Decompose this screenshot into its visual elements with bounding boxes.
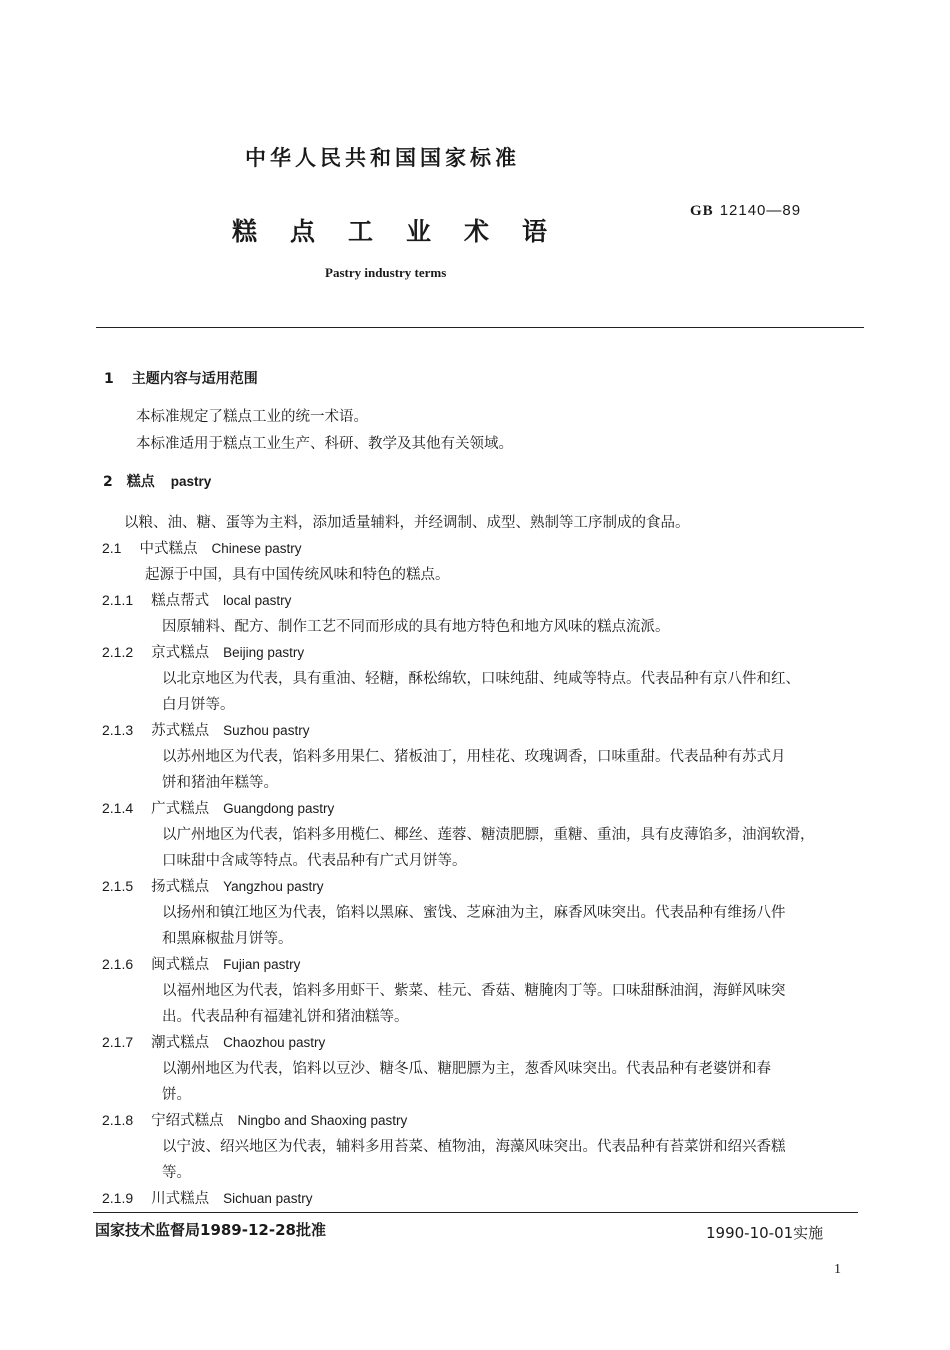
definition-continued: 白月饼等。 xyxy=(162,697,235,713)
term-english: Ningbo and Shaoxing pastry xyxy=(237,1113,408,1128)
term-number: 2.1.1 xyxy=(102,592,134,608)
term-number: 2.1 xyxy=(102,540,122,556)
term-entry-2-1-6 xyxy=(102,953,300,974)
paragraph: 本标准适用于糕点工业生产、科研、教学及其他有关领域。 xyxy=(136,436,513,452)
term-name: 京式糕点 xyxy=(151,645,210,661)
term-name: 糕点帮式 xyxy=(151,593,210,609)
definition: 以北京地区为代表，具有重油、轻糖，酥松绵软，口味纯甜、纯咸等特点。代表品种有京八件和红、 xyxy=(162,671,800,687)
term-number: 2.1.4 xyxy=(102,800,134,816)
page-number: 1 xyxy=(834,1262,841,1277)
term-name: 川式糕点 xyxy=(151,1191,210,1207)
standard-code-number: 12140—89 xyxy=(719,202,802,219)
term-number: 2.1.3 xyxy=(102,722,134,738)
section-1-heading xyxy=(104,368,258,388)
section-number: 1 xyxy=(104,371,114,387)
definition: 以扬州和镇江地区为代表，馅料以黑麻、蜜饯、芝麻油为主，麻香风味突出。代表品种有维扬八件 xyxy=(162,905,786,921)
approval-line: 国家技术监督局1989-12-28批准 xyxy=(95,1221,326,1239)
section-title-english: pastry xyxy=(170,474,212,489)
term-entry-2-1 xyxy=(102,537,302,558)
document-title-english: Pastry industry terms xyxy=(325,265,447,280)
term-number: 2.1.7 xyxy=(102,1034,134,1050)
term-entry-2-1-2 xyxy=(102,641,304,662)
header-divider xyxy=(96,327,864,328)
definition-continued: 等。 xyxy=(162,1165,191,1181)
definition: 以广州地区为代表，馅料多用榄仁、椰丝、莲蓉、糖渍肥膘，重糖、重油，具有皮薄馅多，油润软滑， xyxy=(162,827,815,843)
definition: 以福州地区为代表，馅料多用虾干、紫菜、桂元、香菇、糖腌肉丁等。口味甜酥油润，海鲜风味突 xyxy=(162,983,786,999)
definition: 以苏州地区为代表，馅料多用果仁、猪板油丁，用桂花、玫瑰调香，口味重甜。代表品种有苏式月 xyxy=(162,749,786,765)
term-number: 2.1.5 xyxy=(102,878,134,894)
term-name: 广式糕点 xyxy=(151,801,210,817)
term-entry-2-1-3 xyxy=(102,719,309,740)
term-name: 潮式糕点 xyxy=(151,1035,210,1051)
section-title: 糕点 xyxy=(126,474,155,490)
term-entry-2-1-8 xyxy=(102,1109,407,1130)
definition-continued: 饼。 xyxy=(162,1087,191,1103)
term-name: 宁绍式糕点 xyxy=(151,1113,224,1129)
term-name: 苏式糕点 xyxy=(151,723,210,739)
definition-continued: 和黑麻椒盐月饼等。 xyxy=(162,931,293,947)
term-english: Chaozhou pastry xyxy=(223,1035,326,1050)
definition: 起源于中国，具有中国传统风味和特色的糕点。 xyxy=(145,567,450,583)
definition: 以宁波、绍兴地区为代表，辅料多用苔菜、植物油，海藻风味突出。代表品种有苔菜饼和绍兴香糕 xyxy=(162,1139,786,1155)
standard-type-heading: 中华人民共和国国家标准 xyxy=(245,146,520,170)
term-english: Fujian pastry xyxy=(223,957,301,972)
standard-code xyxy=(690,202,801,220)
term-english: Chinese pastry xyxy=(211,541,302,556)
term-english: Suzhou pastry xyxy=(223,723,310,738)
term-name: 闽式糕点 xyxy=(151,957,210,973)
definition: 以潮州地区为代表，馅料以豆沙、糖冬瓜、糖肥膘为主，葱香风味突出。代表品种有老婆饼和春 xyxy=(162,1061,771,1077)
term-entry-2-1-5 xyxy=(102,875,323,896)
term-english: Sichuan pastry xyxy=(223,1191,313,1206)
term-entry-2-1-1 xyxy=(102,589,291,610)
definition: 以粮、油、糖、蛋等为主料，添加适量辅料，并经调制、成型、熟制等工序制成的食品。 xyxy=(124,515,690,531)
term-name: 扬式糕点 xyxy=(151,879,210,895)
term-entry-2-1-7 xyxy=(102,1031,325,1052)
term-english: Yangzhou pastry xyxy=(223,879,324,894)
term-english: Beijing pastry xyxy=(223,645,305,660)
standard-code-prefix: GB xyxy=(690,203,714,219)
term-english: Guangdong pastry xyxy=(223,801,335,816)
definition-continued: 饼和猪油年糕等。 xyxy=(162,775,278,791)
term-entry-2-1-9 xyxy=(102,1187,312,1208)
definition: 因原辅料、配方、制作工艺不同而形成的具有地方特色和地方风味的糕点流派。 xyxy=(162,619,670,635)
definition-continued: 口味甜中含咸等特点。代表品种有广式月饼等。 xyxy=(162,853,467,869)
section-number: 2 xyxy=(103,474,113,490)
effective-date: 1990-10-01实施 xyxy=(706,1224,824,1242)
term-name: 中式糕点 xyxy=(139,541,198,557)
term-number: 2.1.6 xyxy=(102,956,134,972)
definition-continued: 出。代表品种有福建礼饼和猪油糕等。 xyxy=(162,1009,409,1025)
term-entry-2-1-4 xyxy=(102,797,334,818)
section-2-heading xyxy=(103,471,211,491)
paragraph: 本标准规定了糕点工业的统一术语。 xyxy=(136,409,368,425)
term-english: local pastry xyxy=(223,593,292,608)
term-number: 2.1.2 xyxy=(102,644,134,660)
term-number: 2.1.8 xyxy=(102,1112,134,1128)
section-title: 主题内容与适用范围 xyxy=(131,371,258,387)
document-title: 糕点工业术语 xyxy=(232,217,581,246)
footer-divider xyxy=(93,1212,858,1213)
term-number: 2.1.9 xyxy=(102,1190,134,1206)
